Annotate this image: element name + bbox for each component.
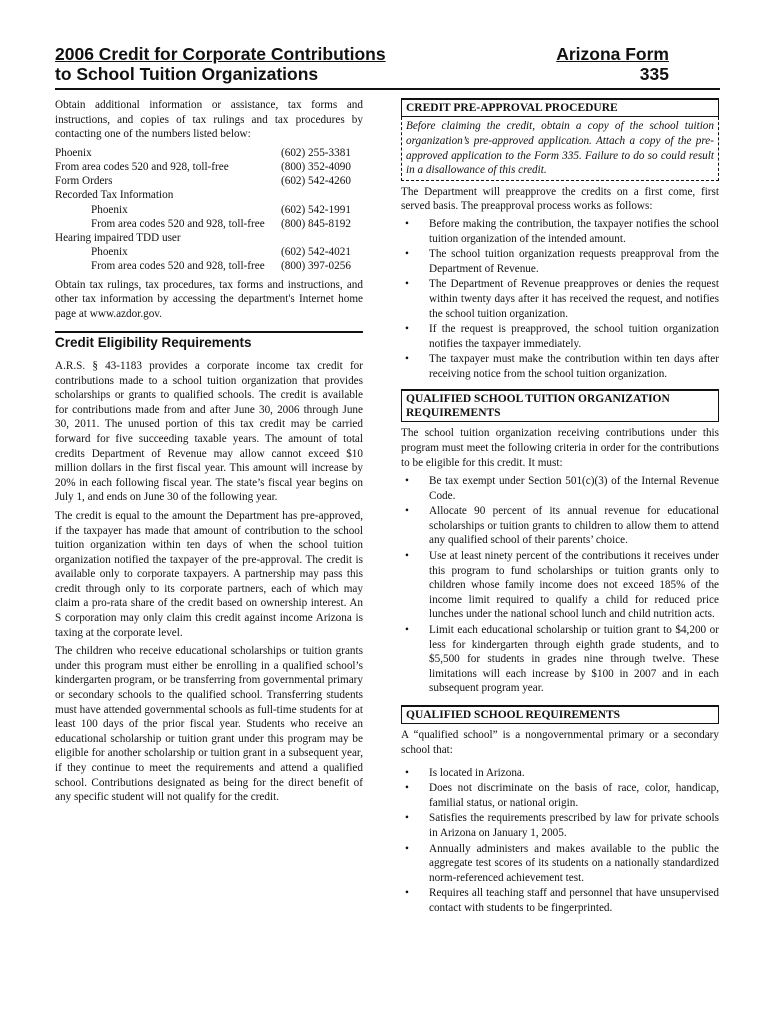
contact-label: Phoenix — [91, 203, 128, 216]
sto-intro: The school tuition organization receiving contributions under this program must meet the following criteria in order for the contributions to be eligible for this credit. It must: — [401, 427, 719, 469]
preapproval-intro: The Department will preapprove the credits on a first come, first served basis. The preapproval process works as follows: — [401, 185, 719, 213]
preapproval-step: • The taxpayer must make the contribution within ten days after receiving notice from the school tuition organization. — [401, 352, 719, 381]
school-requirement: • Is located in Arizona. — [401, 766, 719, 781]
preapproval-steps — [401, 217, 719, 382]
sto-requirement: • Be tax exempt under Section 501(c)(3) of the Internal Revenue Code. — [401, 474, 719, 503]
form-number — [556, 44, 669, 84]
contact-row — [55, 245, 363, 259]
contact-label: From area codes 520 and 928, toll-free — [91, 260, 265, 273]
form-number-line1: Arizona Form — [556, 44, 669, 64]
school-requirement: • Satisfies the requirements prescribed by law for private schools in Arizona on January 1, 2005. — [401, 811, 719, 840]
contact-row — [55, 259, 363, 273]
contact-label: Recorded Tax Information — [55, 189, 174, 202]
contact-label: From area codes 520 and 928, toll-free — [91, 217, 265, 230]
contact-number — [281, 231, 363, 245]
contact-label: Hearing impaired TDD user — [55, 232, 181, 244]
sto-heading: QUALIFIED SCHOOL TUITION ORGANIZATION REQUIREMENTS — [401, 389, 719, 423]
contact-number: (800) 397-0256 — [281, 260, 351, 273]
eligibility-body — [55, 359, 363, 805]
school-intro: A “qualified school” is a nongovernmental primary or a secondary school that: — [401, 729, 719, 756]
form-title-line2: to School Tuition Organizations — [55, 64, 319, 84]
contact-number: (602) 255-3381 — [281, 146, 351, 159]
contact-number: (800) 352-4090 — [281, 160, 351, 173]
eligibility-paragraph: A.R.S. § 43-1183 provides a corporate income tax credit for contributions made to a school tuition organization that provides scholarships or grants to qualified schools. The credit is available for contributions made from and after June 30, 2006 through June 30, 2011. The unused portion of this tax credit may be carried forward for five succeeding taxable years. The amount of total credits Department of Revenue may allow cannot exceed $10 million dollars in the first fiscal year. This amount will increase by 20% in each following fiscal year. The state’s fiscal year begins on July 1, and ends on June 30 of the following year. — [55, 359, 363, 504]
contact-label: From area codes 520 and 928, toll-free — [55, 160, 229, 173]
contact-label: Phoenix — [55, 146, 92, 159]
contact-number — [281, 188, 363, 202]
school-requirement: • Does not discriminate on the basis of race, color, handicap, familial status, or national origin. — [401, 781, 719, 810]
contacts-table — [55, 146, 363, 274]
preapproval-step: • The school tuition organization requests preapproval from the Department of Revenue. — [401, 247, 719, 276]
contact-label: Form Orders — [55, 175, 113, 188]
eligibility-paragraph: The children who receive educational scholarships or tuition grants under this program must either be enrolling in a qualified school’s kindergarten program, or be transferring from governmental primary or secondary schools to the qualified school. Transferring students must have attended governmental schools as full-time students for at least 100 days of the prior fiscal year. Students who receive an educational scholarship or tuition grant under this program may be eligible for another scholarship or tuition grant in a subsequent year, if they continue to meet the requirements and attend a qualified school. Contributions designated as being for the direct benefit of any specific student will not qualify for the credit. — [55, 645, 363, 804]
preapproval-heading: CREDIT PRE-APPROVAL PROCEDURE — [401, 98, 719, 117]
form-title-line1: 2006 Credit for Corporate Contributions — [55, 44, 386, 64]
eligibility-paragraph: The credit is equal to the amount the Department has pre-approved, if the taxpayer has made that amount of contribution to the school tuition organization within ten days of when the school tuition organization notified the taxpayer of the pre-approval. The credit is available only to corporate taxpayers. A partnership may pass this credit through only to its corporate partners, each of which may claim a pro-rata share of the credit based on ownership interest. An S corporation may only claim this credit against income Arizona is taxing at the corporate level. — [55, 509, 363, 639]
contact-number: (602) 542-4021 — [281, 246, 351, 259]
header-rule — [55, 88, 720, 90]
form-number-line2: 335 — [639, 64, 669, 84]
contact-number: (602) 542-4260 — [281, 175, 351, 188]
contact-row — [55, 160, 363, 174]
sto-requirement: • Limit each educational scholarship or tuition grant to $4,200 or less for kindergarten through eighth grade students, and to $5,500 for students in grades nine through twelve. These limitations will each increase by $100 in 2007 and in each subsequent program year. — [401, 623, 719, 696]
sto-requirement: • Use at least ninety percent of the contributions it receives under this program to fund scholarships or tuition grants only to children whose family income does not exceed 185% of the income limit required to qualify a child for reduced price lunches under the national school lunch and child nutrition acts. — [401, 549, 719, 622]
right-column — [401, 98, 719, 917]
preapproval-step: • If the request is preapproved, the school tuition organization notifies the taxpayer immediately. — [401, 322, 719, 351]
eligibility-heading: Credit Eligibility Requirements — [55, 331, 363, 351]
contact-intro: Obtain additional information or assistance, tax forms and instructions, and copies of tax rulings and tax procedures by contacting one of the numbers listed below: — [55, 99, 363, 141]
sto-requirements — [401, 474, 719, 696]
contact-row — [55, 174, 363, 188]
school-requirement: • Annually administers and makes available to the public the aggregate test scores of its students on a nationally standardized norm-referenced achievement test. — [401, 842, 719, 886]
contact-label: Phoenix — [91, 246, 128, 259]
contact-row — [55, 231, 363, 245]
contact-row — [55, 188, 363, 202]
sto-requirement: • Allocate 90 percent of its annual revenue for educational scholarships or tuition grants to children to allow them to attend any qualified school of their parents’ choice. — [401, 504, 719, 548]
contact-row — [55, 203, 363, 217]
left-column — [55, 98, 363, 805]
preapproval-step: • The Department of Revenue preapproves or denies the request within twenty days after it has received the request, and notifies the school tuition organization. — [401, 277, 719, 321]
contact-number: (602) 542-1991 — [281, 203, 351, 216]
web-info: Obtain tax rulings, tax procedures, tax forms and instructions, and other tax information by accessing the department's Internet home page at www.azdor.gov. — [55, 278, 363, 320]
school-requirement: • Requires all teaching staff and personnel that have unsupervised contact with students to be fingerprinted. — [401, 886, 719, 915]
school-heading: QUALIFIED SCHOOL REQUIREMENTS — [401, 705, 719, 724]
preapproval-note — [401, 117, 719, 180]
contact-number: (800) 845-8192 — [281, 217, 351, 230]
contact-row — [55, 146, 363, 160]
school-requirements — [401, 766, 719, 916]
preapproval-note-text: Before claiming the credit, obtain a copy of the school tuition organization’s pre-approved application. Attach a copy of the pre-approved application to the Form 335. Failure to do so could result in a disallowance of this credit. — [406, 120, 714, 177]
contact-row — [55, 217, 363, 231]
form-title — [55, 44, 386, 84]
preapproval-step: • Before making the contribution, the taxpayer notifies the school tuition organization of the intended amount. — [401, 217, 719, 246]
